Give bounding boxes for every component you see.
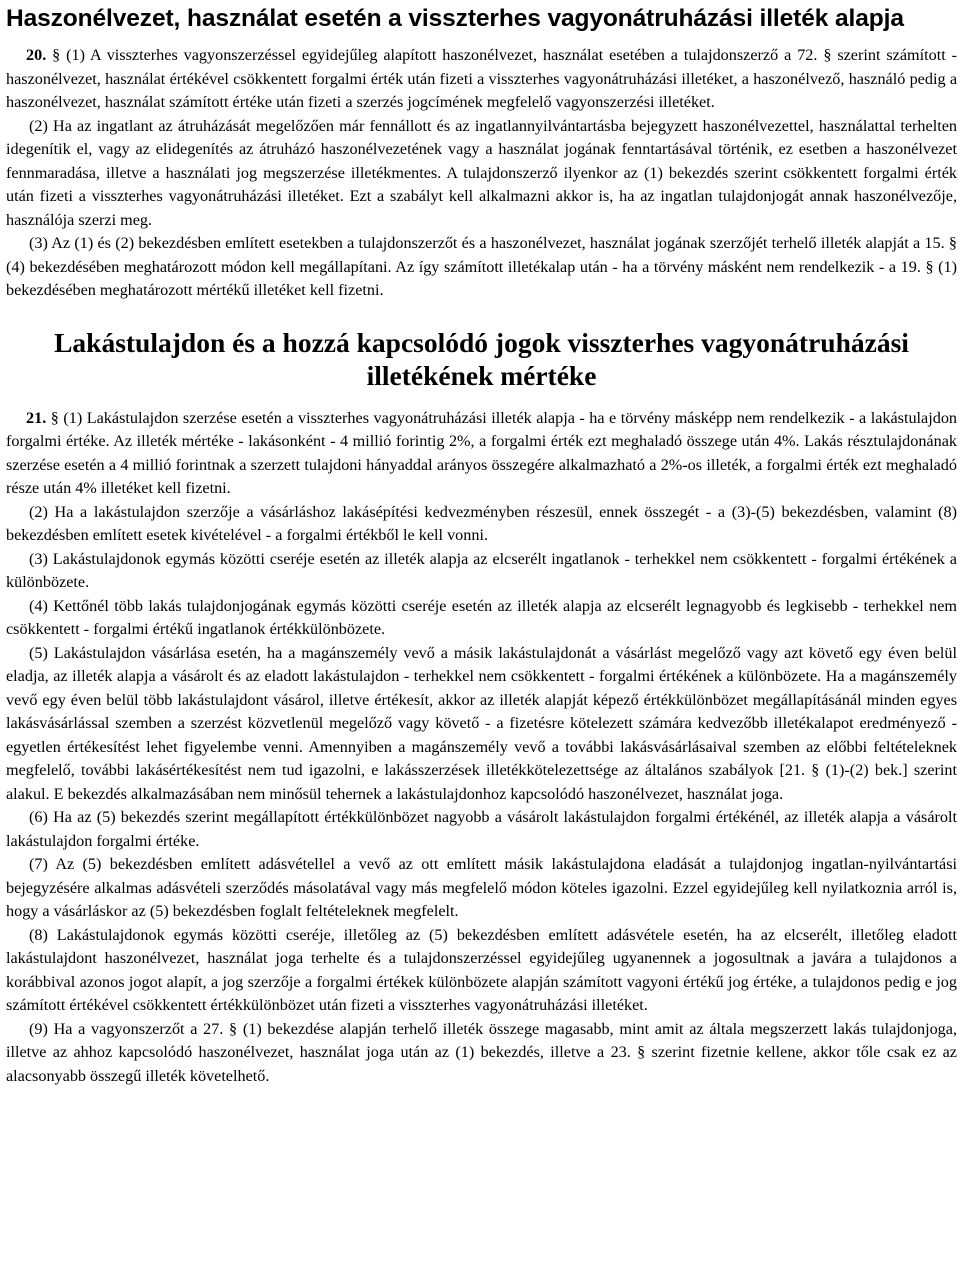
paragraph-20-2: (2) Ha az ingatlant az átruházását megelőzően már fennállott és az ingatlannyilvántartásba bejegyzett haszonélvezettel, használattal terhelten idegenítik el, vagy az elidegenítés az átruházó haszonélvezetének vagy a használat jogának fenntartásával történik, ez esetben a haszonélvezet fennmaradása, illetve a használati jog megszerzése illetékmentes. A tulajdonszerző ilyenkor az (1) bekezdés szerint csökkentett forgalmi érték után fizeti a visszterhes vagyonátruházási illetéket. Ezt a szabályt kell alkalmazni akkor is, ha az ingatlan tulajdonjogát annak haszonélvezője, használója szerzi meg. xyxy=(6,116,957,229)
paragraph-text: § (1) A visszterhes vagyonszerzéssel egyidejűleg alapított haszonélvezet, használat esetében a tulajdonszerző a 72. § szerint számított - haszonélvezet, használat értékével csökkentett forgalmi érték után fizeti a visszterhes vagyonátruházási illetéket, a haszonélvező, használó pedig a haszonélvezet, használat számított értéke után fizeti a szerzés jogcímének megfelelő vagyonszerzési illetéket. xyxy=(6,46,958,111)
section-title: Haszonélvezet, használat esetén a visszterhes vagyonátruházási illeték alapja xyxy=(6,5,904,32)
document-page xyxy=(6,0,957,1088)
paragraph-21-4: (4) Kettőnél több lakás tulajdonjogának egymás közötti cseréje esetén az illeték alapja az elcserélt legnagyobb és legkisebb - terhekkel nem csökkentett - forgalmi értékű ingatlanok értékkülönbözete. xyxy=(6,596,957,638)
chapter-heading: Lakástulajdon és a hozzá kapcsolódó jogok visszterhes vagyonátruházási illetékének mértéke xyxy=(54,326,909,391)
paragraph-21-3: (3) Lakástulajdonok egymás közötti cseréje esetén az illeték alapja az elcserélt ingatlanok - terhekkel nem csökkentett - forgalmi értékének a különbözete. xyxy=(6,549,957,591)
paragraph-21-2: (2) Ha a lakástulajdon szerzője a vásárláshoz lakásépítési kedvezményben részesül, ennek összegét - a (3)-(5) bekezdésben, valamint (8) bekezdésben említett esetek kivételével - a forgalmi értékből le kell vonni. xyxy=(6,502,957,544)
section-20 xyxy=(6,44,957,303)
paragraph-21-5: (5) Lakástulajdon vásárlása esetén, ha a magánszemély vevő a másik lakástulajdonát a vásárlást megelőző vagy azt követő egy éven belül eladja, az illeték alapja a vásárolt és az eladott lakástulajdon - terhekkel nem csökkentett - forgalmi értékének a különbözete. Ha a magánszemély vevő egy éven belül több lakástulajdont vásárol, illetve értékesít, akkor az illeték alapját képező értékkülönbözet megállapításánál minden egyes lakásvásárlással szemben a szerzést közvetlenül megelőző vagy követő - a fizetésre kötelezett számára kedvezőbb illetékalapot eredményező - egyetlen értékesítést lehet figyelembe venni. Amennyiben a magánszemély vevő a további lakásvásárlásaival szemben az előbbi feltételeknek megfelelő, további lakásértékesítést nem tud igazolni, e lakásszerzések illetékkötelezettsége az általános szabályok [21. § (1)-(2) bek.] szerint alakul. E bekezdés alkalmazásában nem minősül tehernek a lakástulajdonhoz kapcsolódó haszonélvezet, használat joga. xyxy=(6,643,957,803)
paragraph-21-8: (8) Lakástulajdonok egymás közötti cseréje, illetőleg az (5) bekezdésben említett adásvétele esetén, ha az elcserélt, illetőleg eladott lakástulajdont haszonélvezet, használat joga terhelte és a tulajdonszerzéssel egyidejűleg ugyanennek a jogosultnak a javára a tulajdonos a korábbival azonos jogot alapít, a jog szerzője a forgalmi értékek különbözete alapján számított vagyoni értékű jog értéke, a tulajdonos pedig e jog számított értékével csökkentett értékkülönbözet után fizeti a visszterhes vagyonátruházási illetéket. xyxy=(6,925,957,1014)
paragraph-20-1 xyxy=(6,44,957,115)
paragraph-21-7: (7) Az (5) bekezdésben említett adásvétellel a vevő az ott említett másik lakástulajdona eladását a tulajdonjog ingatlan-nyilvántartási bejegyzésére alkalmas adásvételi szerződés másolatával vagy más megfelelő módon köteles igazolni. Ezzel egyidejűleg kell nyilatkoznia arról is, hogy a vásárláskor az (5) bekezdésben foglalt feltételeknek megfelelt. xyxy=(6,855,957,920)
paragraph-21-1 xyxy=(6,407,957,501)
paragraph-21-9: (9) Ha a vagyonszerzőt a 27. § (1) bekezdése alapján terhelő illeték összege magasabb, mint amit az általa megszerzett lakás tulajdonjoga, illetve az ahhoz kapcsolódó haszonélvezet, használat joga után az (1) bekezdés, illetve a 23. § szerint fizetnie kellene, akkor tőle csak ez az alacsonyabb összegű illeték követelhető. xyxy=(6,1019,957,1085)
paragraph-21-6: (6) Ha az (5) bekezdés szerint megállapított értékkülönbözet nagyobb a vásárolt lakástulajdon forgalmi értékénél, az illeték alapja a vásárolt lakástulajdon forgalmi értéke. xyxy=(6,808,957,850)
paragraph-text: § (1) Lakástulajdon szerzése esetén a visszterhes vagyonátruházási illeték alapja - ha e törvény másképp nem rendelkezik - a lakástulajdon forgalmi értéke. Az illeték mértéke - lakásonként - 4 millió forintig 2%, a forgalmi érték ezt meghaladó összege után 4%. Lakás résztulajdonának szerzése esetén a 4 millió forintnak a szerzett tulajdoni hányaddal arányos összegére alkalmazható a 2%-os illeték, a forgalmi érték ezt meghaladó része után 4% illetéket kell fizetni. xyxy=(6,408,958,497)
section-21 xyxy=(6,407,957,1089)
section-number: 20. xyxy=(26,46,47,64)
section-number: 21. xyxy=(26,408,47,427)
paragraph-20-3: (3) Az (1) és (2) bekezdésben említett esetekben a tulajdonszerzőt és a haszonélvezet, használat jogának szerzőjét terhelő illeték alapját a 15. § (4) bekezdésében meghatározott módon kell megállapítani. Az így számított illetékalap után - ha a törvény másként nem rendelkezik - a 19. § (1) bekezdésében meghatározott mértékű illetéket kell fizetni. xyxy=(6,234,957,299)
